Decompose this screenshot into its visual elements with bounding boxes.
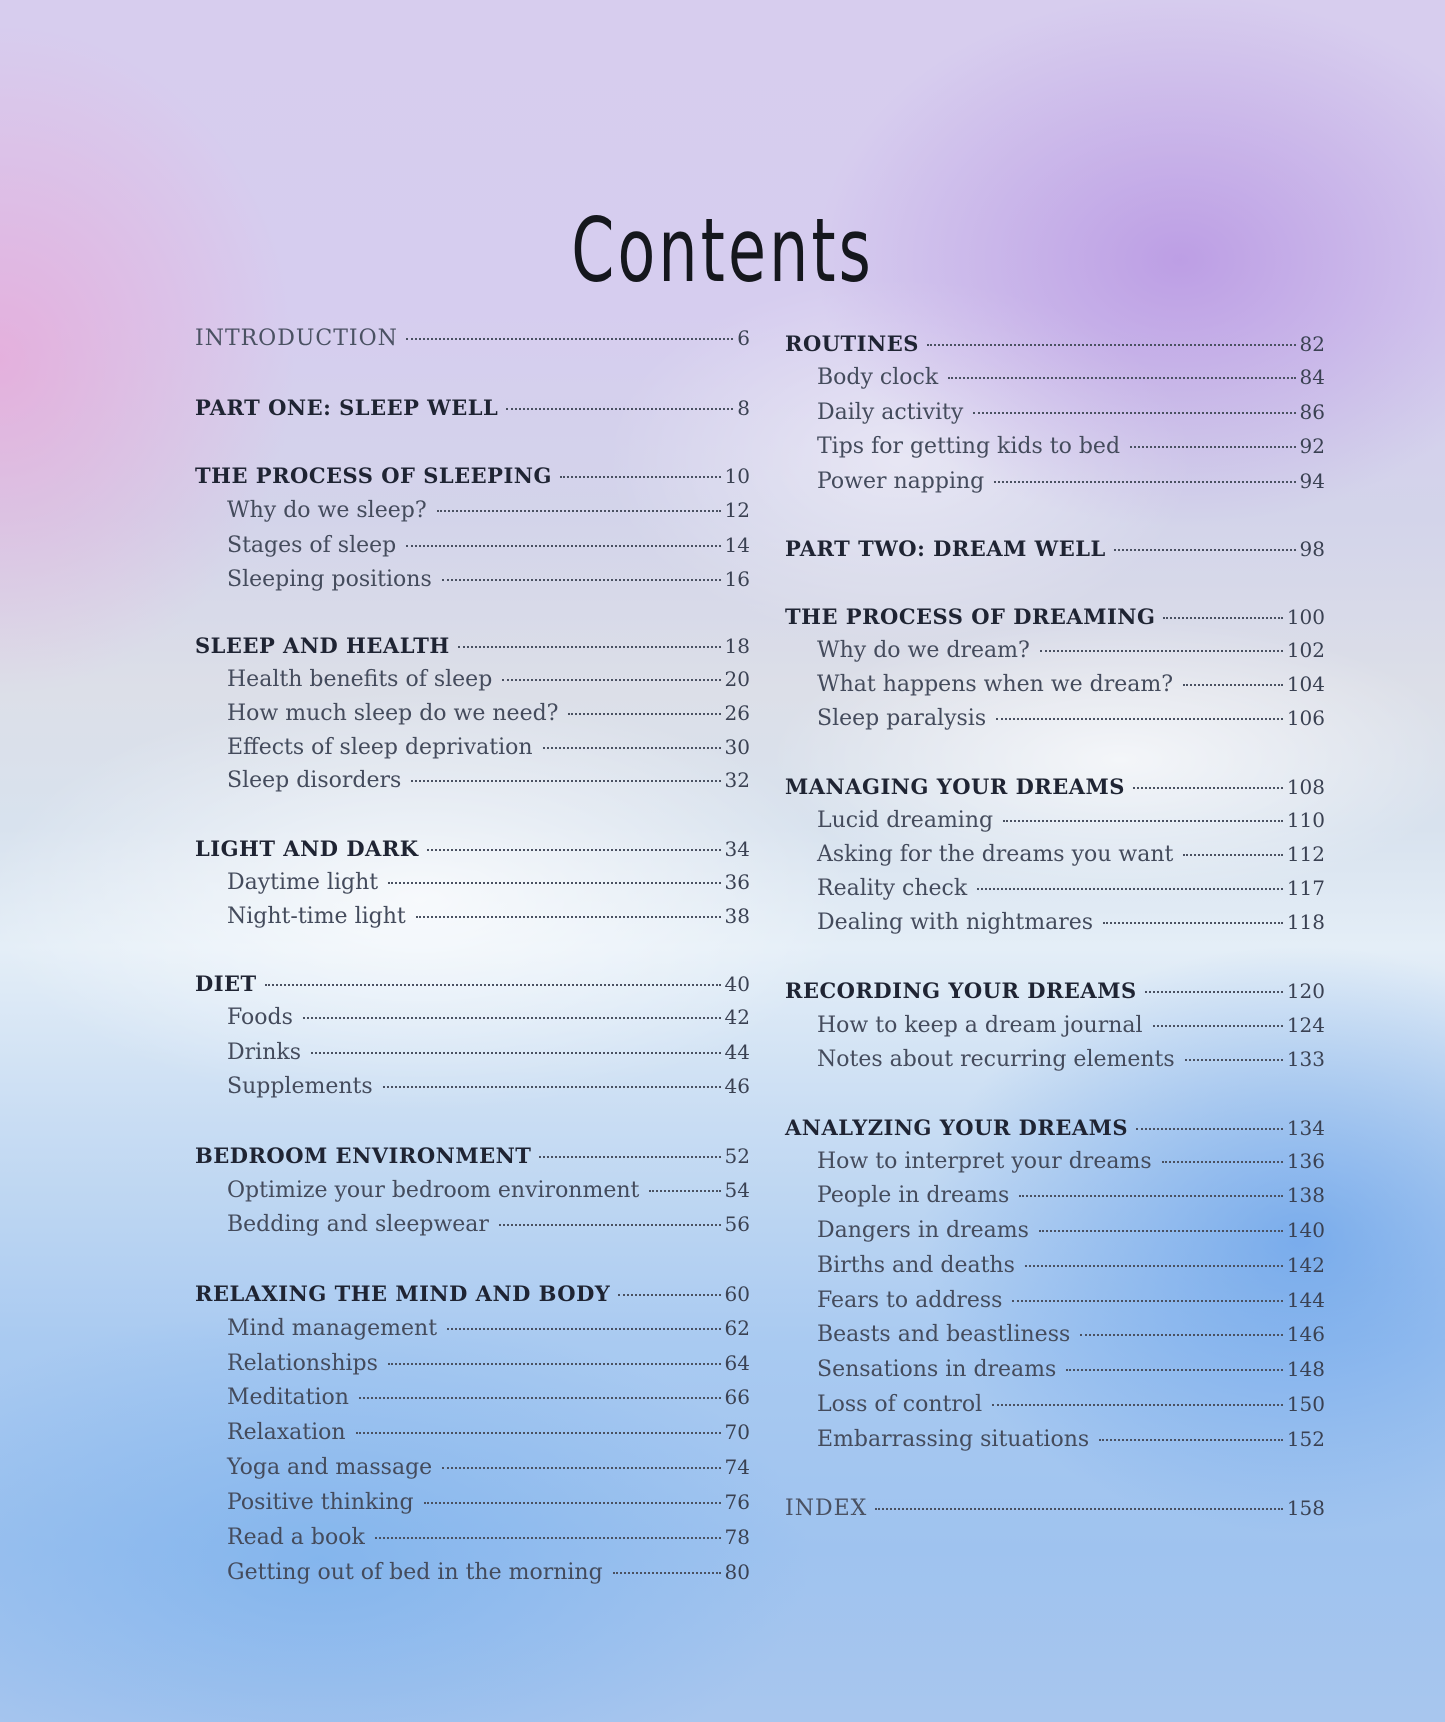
toc-entry-title: BEDROOM ENVIRONMENT — [195, 1143, 532, 1168]
toc-page-number: 80 — [724, 1560, 750, 1584]
toc-heading-entry — [785, 774, 1325, 808]
toc-entry-title: What happens when we dream? — [817, 672, 1174, 697]
dot-leader — [1183, 854, 1282, 856]
toc-entry-title: RECORDING YOUR DREAMS — [785, 978, 1137, 1003]
toc-heading-entry — [195, 1281, 750, 1315]
toc-subentry — [785, 1047, 1325, 1081]
toc-subentry — [785, 808, 1325, 842]
toc-page-number: 20 — [724, 667, 750, 691]
dot-leader — [618, 1294, 720, 1296]
toc-page-number: 112 — [1286, 842, 1325, 866]
toc-page-number: 14 — [724, 533, 750, 557]
toc-entry-title: Fears to address — [817, 1288, 1003, 1313]
dot-leader — [447, 1328, 720, 1330]
toc-subentry — [785, 469, 1325, 503]
toc-page-number: 120 — [1286, 979, 1325, 1003]
dot-leader — [649, 1190, 720, 1192]
toc-subentry — [195, 1040, 750, 1074]
dot-leader — [1019, 1195, 1283, 1197]
dot-leader — [1145, 991, 1283, 993]
toc-page-number: 152 — [1286, 1427, 1325, 1451]
toc-page-number: 40 — [724, 972, 750, 996]
dot-leader — [375, 1537, 721, 1539]
dot-leader — [388, 882, 720, 884]
dot-leader — [996, 718, 1283, 720]
toc-page-number: 74 — [724, 1455, 750, 1479]
toc-entry-title: Foods — [227, 1005, 293, 1030]
dot-leader — [406, 338, 733, 340]
toc-subentry — [195, 1178, 750, 1212]
toc-entry-title: DIET — [195, 971, 257, 996]
toc-subentry — [195, 870, 750, 904]
toc-subentry — [195, 1351, 750, 1385]
toc-entry-title: Sleeping positions — [227, 567, 432, 592]
dot-leader — [1012, 1300, 1282, 1302]
toc-subentry — [195, 1316, 750, 1350]
toc-entry-title: Health benefits of sleep — [227, 667, 493, 692]
toc-entry-title: Sleep paralysis — [817, 706, 987, 731]
toc-page-number: 138 — [1286, 1183, 1325, 1207]
toc-page-number: 106 — [1286, 706, 1325, 730]
dot-leader — [1066, 1369, 1282, 1371]
toc-entry-title: How much sleep do we need? — [227, 701, 559, 726]
dot-leader — [303, 1017, 721, 1019]
toc-page-number: 18 — [724, 634, 750, 658]
toc-page-number: 52 — [724, 1144, 750, 1168]
toc-entry-title: Dealing with nightmares — [817, 910, 1094, 935]
toc-entry-title: RELAXING THE MIND AND BODY — [195, 1281, 611, 1306]
toc-subentry — [195, 1420, 750, 1454]
toc-page-number: 102 — [1286, 638, 1325, 662]
toc-page-number: 98 — [1299, 537, 1325, 561]
toc-entry-title: Daily activity — [817, 400, 964, 425]
toc-entry-title: Bedding and sleepwear — [227, 1212, 489, 1237]
toc-entry-title: Dangers in dreams — [817, 1218, 1029, 1243]
toc-subentry — [785, 1288, 1325, 1322]
toc-entry-title: ROUTINES — [785, 331, 919, 356]
toc-subentry — [195, 1385, 750, 1419]
toc-page-number: 60 — [724, 1282, 750, 1306]
dot-leader — [359, 1397, 721, 1399]
toc-heading-entry — [195, 463, 750, 497]
toc-page-number: 94 — [1299, 469, 1325, 493]
toc-page-number: 144 — [1286, 1288, 1325, 1312]
toc-entry-title: Stages of sleep — [227, 533, 397, 558]
toc-subentry — [785, 1357, 1325, 1391]
toc-page-number: 8 — [737, 396, 750, 420]
dot-leader — [613, 1572, 721, 1574]
toc-page-number: 10 — [724, 464, 750, 488]
dot-leader — [1103, 922, 1283, 924]
dot-leader — [406, 545, 720, 547]
toc-heading-entry — [195, 836, 750, 870]
dot-leader — [499, 1224, 721, 1226]
toc-entry-title: Getting out of bed in the morning — [227, 1560, 603, 1585]
toc-entry-title: Read a book — [227, 1525, 365, 1550]
toc-subentry — [195, 1212, 750, 1246]
toc-entry-title: SLEEP AND HEALTH — [195, 633, 450, 658]
dot-leader — [1025, 1265, 1283, 1267]
toc-subentry — [785, 638, 1325, 672]
dot-leader — [1153, 1025, 1283, 1027]
toc-subentry — [195, 1490, 750, 1524]
toc-subentry — [785, 842, 1325, 876]
dot-leader — [560, 476, 721, 478]
toc-entry-title: Mind management — [227, 1316, 438, 1341]
dot-leader — [383, 1086, 721, 1088]
toc-entry-title: Body clock — [817, 365, 939, 390]
toc-page-number: 150 — [1286, 1392, 1325, 1416]
toc-entry-title: Drinks — [227, 1040, 301, 1065]
toc-page-number: 86 — [1299, 400, 1325, 424]
toc-subentry — [785, 365, 1325, 399]
dot-leader — [568, 713, 720, 715]
dot-leader — [1136, 1128, 1283, 1130]
toc-subentry — [785, 1183, 1325, 1217]
toc-entry-title: PART TWO: DREAM WELL — [785, 536, 1106, 561]
dot-leader — [311, 1052, 721, 1054]
toc-entry-title: THE PROCESS OF SLEEPING — [195, 463, 552, 488]
toc-page-number: 42 — [724, 1005, 750, 1029]
dot-leader — [437, 510, 721, 512]
toc-subentry — [785, 1149, 1325, 1183]
toc-page-number: 36 — [724, 870, 750, 894]
dot-leader — [416, 916, 721, 918]
dot-leader — [875, 1508, 1283, 1510]
toc-heading-entry — [195, 326, 750, 360]
dot-leader — [502, 679, 720, 681]
toc-subentry — [785, 1322, 1325, 1356]
toc-page-number: 30 — [724, 735, 750, 759]
toc-heading-entry — [785, 331, 1325, 365]
dot-leader — [411, 780, 720, 782]
toc-page-number: 134 — [1286, 1116, 1325, 1140]
toc-page-number: 54 — [724, 1178, 750, 1202]
toc-page-number: 12 — [724, 498, 750, 522]
toc-entry-title: Asking for the dreams you want — [817, 842, 1174, 867]
toc-entry-title: Daytime light — [227, 870, 379, 895]
dot-leader — [388, 1363, 721, 1365]
toc-entry-title: MANAGING YOUR DREAMS — [785, 774, 1125, 799]
dot-leader — [1039, 1230, 1283, 1232]
toc-subentry — [785, 706, 1325, 740]
toc-subentry — [785, 1253, 1325, 1287]
toc-entry-title: INDEX — [785, 1496, 868, 1521]
toc-entry-title: Embarrassing situations — [817, 1427, 1090, 1452]
toc-entry-title: INTRODUCTION — [195, 326, 398, 351]
toc-entry-title: Beasts and beastliness — [817, 1322, 1071, 1347]
toc-heading-entry — [785, 1496, 1325, 1530]
toc-entry-title: Lucid dreaming — [817, 808, 994, 833]
toc-page-number: 46 — [724, 1074, 750, 1098]
toc-heading-entry — [195, 971, 750, 1005]
toc-entry-title: Sleep disorders — [227, 768, 402, 793]
toc-entry-title: Why do we dream? — [817, 638, 1030, 663]
toc-entry-title: Tips for getting kids to bed — [817, 434, 1121, 459]
toc-heading-entry — [195, 633, 750, 667]
toc-entry-title: Night-time light — [227, 904, 406, 929]
toc-page-number: 44 — [724, 1040, 750, 1064]
toc-page-number: 146 — [1286, 1322, 1325, 1346]
toc-heading-entry — [785, 604, 1325, 638]
page-title: Contents — [571, 198, 874, 302]
dot-leader — [1162, 1161, 1283, 1163]
toc-page-number: 133 — [1286, 1047, 1325, 1071]
toc-heading-entry — [785, 1115, 1325, 1149]
toc-page-number: 100 — [1286, 605, 1325, 629]
toc-entry-title: THE PROCESS OF DREAMING — [785, 604, 1156, 629]
toc-subentry — [785, 400, 1325, 434]
dot-leader — [927, 344, 1296, 346]
dot-leader — [977, 888, 1283, 890]
toc-entry-title: Yoga and massage — [227, 1455, 433, 1480]
dot-leader — [994, 481, 1295, 483]
toc-subentry — [785, 672, 1325, 706]
toc-subentry — [195, 904, 750, 938]
dot-leader — [543, 747, 721, 749]
dot-leader — [1040, 650, 1283, 652]
toc-subentry — [195, 735, 750, 769]
toc-subentry — [195, 1074, 750, 1108]
toc-entry-title: Relaxation — [227, 1420, 346, 1445]
toc-page-number: 66 — [724, 1385, 750, 1409]
dot-leader — [948, 377, 1295, 379]
toc-page-number: 34 — [724, 837, 750, 861]
dot-leader — [442, 1467, 720, 1469]
toc-entry-title: How to interpret your dreams — [817, 1149, 1152, 1174]
toc-page-number: 136 — [1286, 1149, 1325, 1173]
toc-subentry — [195, 533, 750, 567]
toc-page-number: 158 — [1286, 1496, 1325, 1520]
toc-page-number: 148 — [1286, 1357, 1325, 1381]
toc-subentry — [785, 1013, 1325, 1047]
toc-entry-title: How to keep a dream journal — [817, 1013, 1143, 1038]
toc-subentry — [785, 434, 1325, 468]
toc-entry-title: Effects of sleep deprivation — [227, 735, 533, 760]
dot-leader — [1114, 549, 1296, 551]
toc-entry-title: Why do we sleep? — [227, 498, 427, 523]
toc-entry-title: LIGHT AND DARK — [195, 836, 419, 861]
toc-entry-title: Reality check — [817, 876, 968, 901]
dot-leader — [1003, 820, 1283, 822]
toc-subentry — [785, 1427, 1325, 1461]
dot-leader — [1130, 446, 1296, 448]
toc-subentry — [195, 768, 750, 802]
toc-entry-title: Optimize your bedroom environment — [227, 1178, 640, 1203]
toc-page-number: 64 — [724, 1351, 750, 1375]
toc-page-number: 32 — [724, 768, 750, 792]
dot-leader — [539, 1156, 720, 1158]
toc-page-number: 104 — [1286, 672, 1325, 696]
toc-entry-title: Relationships — [227, 1351, 378, 1376]
dot-leader — [506, 408, 733, 410]
toc-page-number: 62 — [724, 1316, 750, 1340]
toc-page-number: 6 — [737, 326, 750, 350]
toc-subentry — [195, 1525, 750, 1559]
toc-page-number: 38 — [724, 904, 750, 928]
toc-page-number: 142 — [1286, 1253, 1325, 1277]
toc-entry-title: Notes about recurring elements — [817, 1047, 1175, 1072]
toc-subentry — [785, 910, 1325, 944]
toc-subentry — [195, 667, 750, 701]
dot-leader — [1099, 1439, 1283, 1441]
toc-entry-title: Sensations in dreams — [817, 1357, 1057, 1382]
dot-leader — [973, 412, 1295, 414]
dot-leader — [992, 1404, 1283, 1406]
toc-entry-title: ANALYZING YOUR DREAMS — [785, 1115, 1129, 1140]
dot-leader — [1185, 1059, 1283, 1061]
toc-page-number: 56 — [724, 1212, 750, 1236]
toc-subentry — [785, 1392, 1325, 1426]
toc-entry-title: Power napping — [817, 469, 985, 494]
toc-page-number: 76 — [724, 1490, 750, 1514]
toc-subentry — [195, 1455, 750, 1489]
toc-page-number: 82 — [1299, 332, 1325, 356]
toc-entry-title: Meditation — [227, 1385, 349, 1410]
dot-leader — [427, 849, 721, 851]
dot-leader — [424, 1502, 721, 1504]
toc-entry-title: Births and deaths — [817, 1253, 1015, 1278]
toc-subentry — [195, 498, 750, 532]
toc-entry-title: People in dreams — [817, 1183, 1010, 1208]
dot-leader — [458, 646, 721, 648]
dot-leader — [356, 1432, 721, 1434]
toc-page-number: 92 — [1299, 434, 1325, 458]
toc-page-number: 78 — [724, 1525, 750, 1549]
toc-heading-entry — [785, 536, 1325, 570]
toc-entry-title: Supplements — [227, 1074, 373, 1099]
toc-entry-title: Loss of control — [817, 1392, 983, 1417]
toc-page-number: 110 — [1286, 808, 1325, 832]
toc-entry-title: PART ONE: SLEEP WELL — [195, 395, 499, 420]
toc-page-number: 70 — [724, 1420, 750, 1444]
dot-leader — [1163, 617, 1282, 619]
toc-page-number: 118 — [1286, 910, 1325, 934]
toc-subentry — [785, 876, 1325, 910]
toc-page-number: 16 — [724, 567, 750, 591]
toc-page-number: 124 — [1286, 1013, 1325, 1037]
toc-subentry — [195, 567, 750, 601]
toc-heading-entry — [785, 978, 1325, 1012]
dot-leader — [265, 984, 721, 986]
toc-heading-entry — [195, 1143, 750, 1177]
toc-subentry — [195, 1005, 750, 1039]
toc-subentry — [785, 1218, 1325, 1252]
toc-page-number: 140 — [1286, 1218, 1325, 1242]
dot-leader — [1183, 684, 1283, 686]
toc-page-number: 117 — [1286, 876, 1325, 900]
toc-page-number: 84 — [1299, 365, 1325, 389]
toc-subentry — [195, 1560, 750, 1594]
dot-leader — [1133, 787, 1283, 789]
toc-page-number: 26 — [724, 701, 750, 725]
toc-heading-entry — [195, 395, 750, 429]
toc-page-number: 108 — [1286, 775, 1325, 799]
dot-leader — [1080, 1334, 1283, 1336]
dot-leader — [442, 579, 721, 581]
toc-subentry — [195, 701, 750, 735]
toc-entry-title: Positive thinking — [227, 1490, 414, 1515]
